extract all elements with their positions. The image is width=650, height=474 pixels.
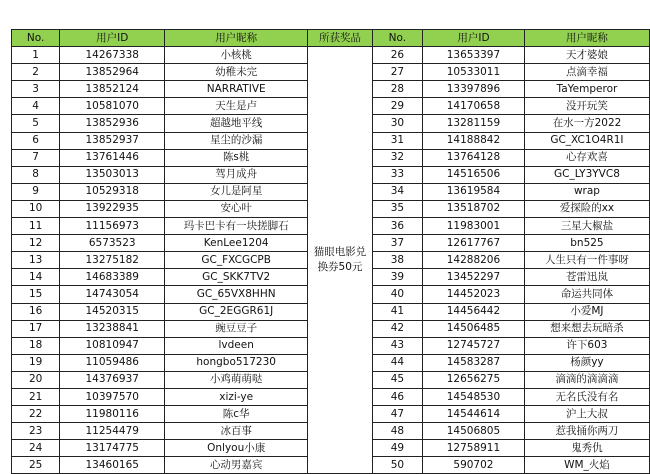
row-nickname-right: GC_LY3YVC8 xyxy=(524,166,649,183)
row-no-left: 22 xyxy=(12,406,60,423)
row-no-left: 24 xyxy=(12,440,60,457)
row-user-id-left: 10581070 xyxy=(60,98,165,115)
row-user-id-right: 14456442 xyxy=(423,303,525,320)
row-no-left: 19 xyxy=(12,354,60,371)
row-nickname-right: 没开玩笑 xyxy=(524,98,649,115)
row-user-id-left: 13460165 xyxy=(60,457,165,474)
row-nickname-left: GC_FXCGCPB xyxy=(165,252,308,269)
header-nickname-left: 用户昵称 xyxy=(165,30,308,47)
header-no-left: No. xyxy=(12,30,60,47)
row-nickname-right: 人生只有一件事呀 xyxy=(524,252,649,269)
row-nickname-left: GC_2EGGR61J xyxy=(165,303,308,320)
row-no-left: 13 xyxy=(12,252,60,269)
row-user-id-right: 13281159 xyxy=(423,115,525,132)
header-row xyxy=(12,30,650,47)
row-nickname-left: 星尘的沙漏 xyxy=(165,132,308,149)
row-no-right: 30 xyxy=(372,115,422,132)
row-no-right: 44 xyxy=(372,354,422,371)
row-user-id-left: 13503013 xyxy=(60,166,165,183)
row-user-id-right: 12617767 xyxy=(423,235,525,252)
row-nickname-right: 三星大椒盐 xyxy=(524,218,649,235)
row-no-left: 8 xyxy=(12,166,60,183)
row-nickname-right: 滴滴的滴滴滴 xyxy=(524,371,649,388)
row-user-id-left: 13761446 xyxy=(60,149,165,166)
row-user-id-right: 10533011 xyxy=(423,64,525,81)
row-no-right: 40 xyxy=(372,286,422,303)
row-no-left: 15 xyxy=(12,286,60,303)
row-user-id-left: 13238841 xyxy=(60,320,165,337)
row-no-left: 6 xyxy=(12,132,60,149)
row-nickname-right: 想来想去玩暗杀 xyxy=(524,320,649,337)
row-nickname-right: bn525 xyxy=(524,235,649,252)
row-nickname-left: 超越地平线 xyxy=(165,115,308,132)
row-user-id-right: 14544614 xyxy=(423,406,525,423)
row-no-right: 45 xyxy=(372,371,422,388)
header-no-right: No. xyxy=(372,30,422,47)
row-user-id-right: 14506805 xyxy=(423,423,525,440)
row-no-right: 35 xyxy=(372,200,422,217)
row-nickname-left: 玛卡巴卡有一块搓脚石 xyxy=(165,218,308,235)
row-nickname-right: 心存欢喜 xyxy=(524,149,649,166)
row-nickname-right: 在水一方2022 xyxy=(524,115,649,132)
row-user-id-right: 13452297 xyxy=(423,269,525,286)
row-nickname-right: 苍雷迅岚 xyxy=(524,269,649,286)
row-no-right: 49 xyxy=(372,440,422,457)
row-no-right: 43 xyxy=(372,337,422,354)
row-nickname-left: 安心叶 xyxy=(165,200,308,217)
row-no-left: 16 xyxy=(12,303,60,320)
row-user-id-left: 14376937 xyxy=(60,371,165,388)
row-user-id-right: 13397896 xyxy=(423,81,525,98)
row-nickname-left: 小核桃 xyxy=(165,47,308,64)
row-nickname-right: 无名氏没有名 xyxy=(524,388,649,405)
row-user-id-right: 14452023 xyxy=(423,286,525,303)
header-user-id-right: 用户ID xyxy=(423,30,525,47)
row-user-id-right: 14288206 xyxy=(423,252,525,269)
row-no-right: 28 xyxy=(372,81,422,98)
row-user-id-right: 12758911 xyxy=(423,440,525,457)
row-nickname-left: 小鸡萌萌哒 xyxy=(165,371,308,388)
row-nickname-left: 幼稚未完 xyxy=(165,64,308,81)
row-no-right: 34 xyxy=(372,183,422,200)
row-nickname-right: 命运共同体 xyxy=(524,286,649,303)
row-user-id-left: 13922935 xyxy=(60,200,165,217)
row-nickname-right: 点滴幸福 xyxy=(524,64,649,81)
winners-table xyxy=(11,29,650,474)
row-user-id-right: 13619584 xyxy=(423,183,525,200)
row-user-id-right: 14170658 xyxy=(423,98,525,115)
row-nickname-right: 杨颜yy xyxy=(524,354,649,371)
header-prize: 所获奖品 xyxy=(308,30,373,47)
row-nickname-right: 天才婆娘 xyxy=(524,47,649,64)
row-no-left: 18 xyxy=(12,337,60,354)
row-no-left: 3 xyxy=(12,81,60,98)
winner-rows xyxy=(12,47,650,474)
table-row xyxy=(12,47,650,64)
row-no-right: 38 xyxy=(372,252,422,269)
row-no-left: 20 xyxy=(12,371,60,388)
row-nickname-right: 许下603 xyxy=(524,337,649,354)
row-user-id-left: 10397570 xyxy=(60,388,165,405)
row-user-id-left: 13852937 xyxy=(60,132,165,149)
row-user-id-left: 14520315 xyxy=(60,303,165,320)
row-nickname-left: 陈c华 xyxy=(165,406,308,423)
row-no-right: 29 xyxy=(372,98,422,115)
row-user-id-left: 13852964 xyxy=(60,64,165,81)
row-user-id-left: 11980116 xyxy=(60,406,165,423)
row-nickname-right: wrap xyxy=(524,183,649,200)
row-no-right: 26 xyxy=(372,47,422,64)
row-user-id-right: 13518702 xyxy=(423,200,525,217)
row-user-id-right: 14188842 xyxy=(423,132,525,149)
row-user-id-right: 11983001 xyxy=(423,218,525,235)
row-nickname-left: 豌豆豆子 xyxy=(165,320,308,337)
row-user-id-right: 13764128 xyxy=(423,149,525,166)
row-no-right: 48 xyxy=(372,423,422,440)
row-no-left: 23 xyxy=(12,423,60,440)
row-nickname-left: KenLee1204 xyxy=(165,235,308,252)
row-nickname-right: 沪上大叔 xyxy=(524,406,649,423)
row-user-id-right: 14583287 xyxy=(423,354,525,371)
row-no-right: 50 xyxy=(372,457,422,474)
row-user-id-right: 12656275 xyxy=(423,371,525,388)
row-nickname-left: lvdeen xyxy=(165,337,308,354)
row-nickname-left: Onlyou小康 xyxy=(165,440,308,457)
row-nickname-left: xizi-ye xyxy=(165,388,308,405)
row-no-right: 42 xyxy=(372,320,422,337)
row-user-id-left: 14683389 xyxy=(60,269,165,286)
row-user-id-left: 11059486 xyxy=(60,354,165,371)
row-nickname-left: GC_SKK7TV2 xyxy=(165,269,308,286)
row-nickname-left: 心动男嘉宾 xyxy=(165,457,308,474)
row-no-right: 36 xyxy=(372,218,422,235)
row-user-id-left: 10529318 xyxy=(60,183,165,200)
row-no-right: 46 xyxy=(372,388,422,405)
row-no-left: 2 xyxy=(12,64,60,81)
row-user-id-left: 14267338 xyxy=(60,47,165,64)
row-no-right: 27 xyxy=(372,64,422,81)
row-no-right: 41 xyxy=(372,303,422,320)
row-nickname-left: NARRATIVE xyxy=(165,81,308,98)
row-nickname-left: hongbo517230 xyxy=(165,354,308,371)
row-nickname-right: TaYemperor xyxy=(524,81,649,98)
row-no-right: 47 xyxy=(372,406,422,423)
row-no-right: 31 xyxy=(372,132,422,149)
row-user-id-left: 14743054 xyxy=(60,286,165,303)
row-no-right: 32 xyxy=(372,149,422,166)
row-nickname-left: 冰百事 xyxy=(165,423,308,440)
row-no-left: 17 xyxy=(12,320,60,337)
row-nickname-left: GC_65VX8HHN xyxy=(165,286,308,303)
row-no-right: 39 xyxy=(372,269,422,286)
row-no-left: 4 xyxy=(12,98,60,115)
row-nickname-right: WM_火焰 xyxy=(524,457,649,474)
header-user-id-left: 用户ID xyxy=(60,30,165,47)
row-user-id-left: 13174775 xyxy=(60,440,165,457)
row-user-id-right: 14506485 xyxy=(423,320,525,337)
row-nickname-left: 驾月成舟 xyxy=(165,166,308,183)
row-no-right: 33 xyxy=(372,166,422,183)
winners-sheet xyxy=(11,29,650,474)
row-user-id-left: 13275182 xyxy=(60,252,165,269)
row-user-id-right: 14516506 xyxy=(423,166,525,183)
row-no-left: 25 xyxy=(12,457,60,474)
row-no-left: 14 xyxy=(12,269,60,286)
row-user-id-left: 11156973 xyxy=(60,218,165,235)
row-nickname-right: GC_XC1O4R1I xyxy=(524,132,649,149)
row-no-left: 12 xyxy=(12,235,60,252)
row-no-left: 1 xyxy=(12,47,60,64)
row-user-id-right: 12745727 xyxy=(423,337,525,354)
row-no-left: 5 xyxy=(12,115,60,132)
header-nickname-right: 用户昵称 xyxy=(524,30,649,47)
row-user-id-left: 10810947 xyxy=(60,337,165,354)
row-no-left: 7 xyxy=(12,149,60,166)
row-user-id-left: 13852936 xyxy=(60,115,165,132)
row-nickname-right: 小爱MJ xyxy=(524,303,649,320)
row-no-left: 21 xyxy=(12,388,60,405)
row-no-left: 10 xyxy=(12,200,60,217)
row-nickname-right: 鬼秀仇 xyxy=(524,440,649,457)
row-no-left: 11 xyxy=(12,218,60,235)
row-user-id-right: 13653397 xyxy=(423,47,525,64)
row-nickname-left: 女儿是阿星 xyxy=(165,183,308,200)
row-user-id-left: 6573523 xyxy=(60,235,165,252)
row-user-id-left: 13852124 xyxy=(60,81,165,98)
row-user-id-left: 11254479 xyxy=(60,423,165,440)
row-nickname-right: 爱探险的xx xyxy=(524,200,649,217)
row-nickname-right: 惹我捅你两刀 xyxy=(524,423,649,440)
row-no-left: 9 xyxy=(12,183,60,200)
prize-cell: 猫眼电影兑换券50元 xyxy=(308,47,373,474)
row-user-id-right: 14548530 xyxy=(423,388,525,405)
row-no-right: 37 xyxy=(372,235,422,252)
row-user-id-right: 590702 xyxy=(423,457,525,474)
row-nickname-left: 陈s桃 xyxy=(165,149,308,166)
row-nickname-left: 天生是卢 xyxy=(165,98,308,115)
